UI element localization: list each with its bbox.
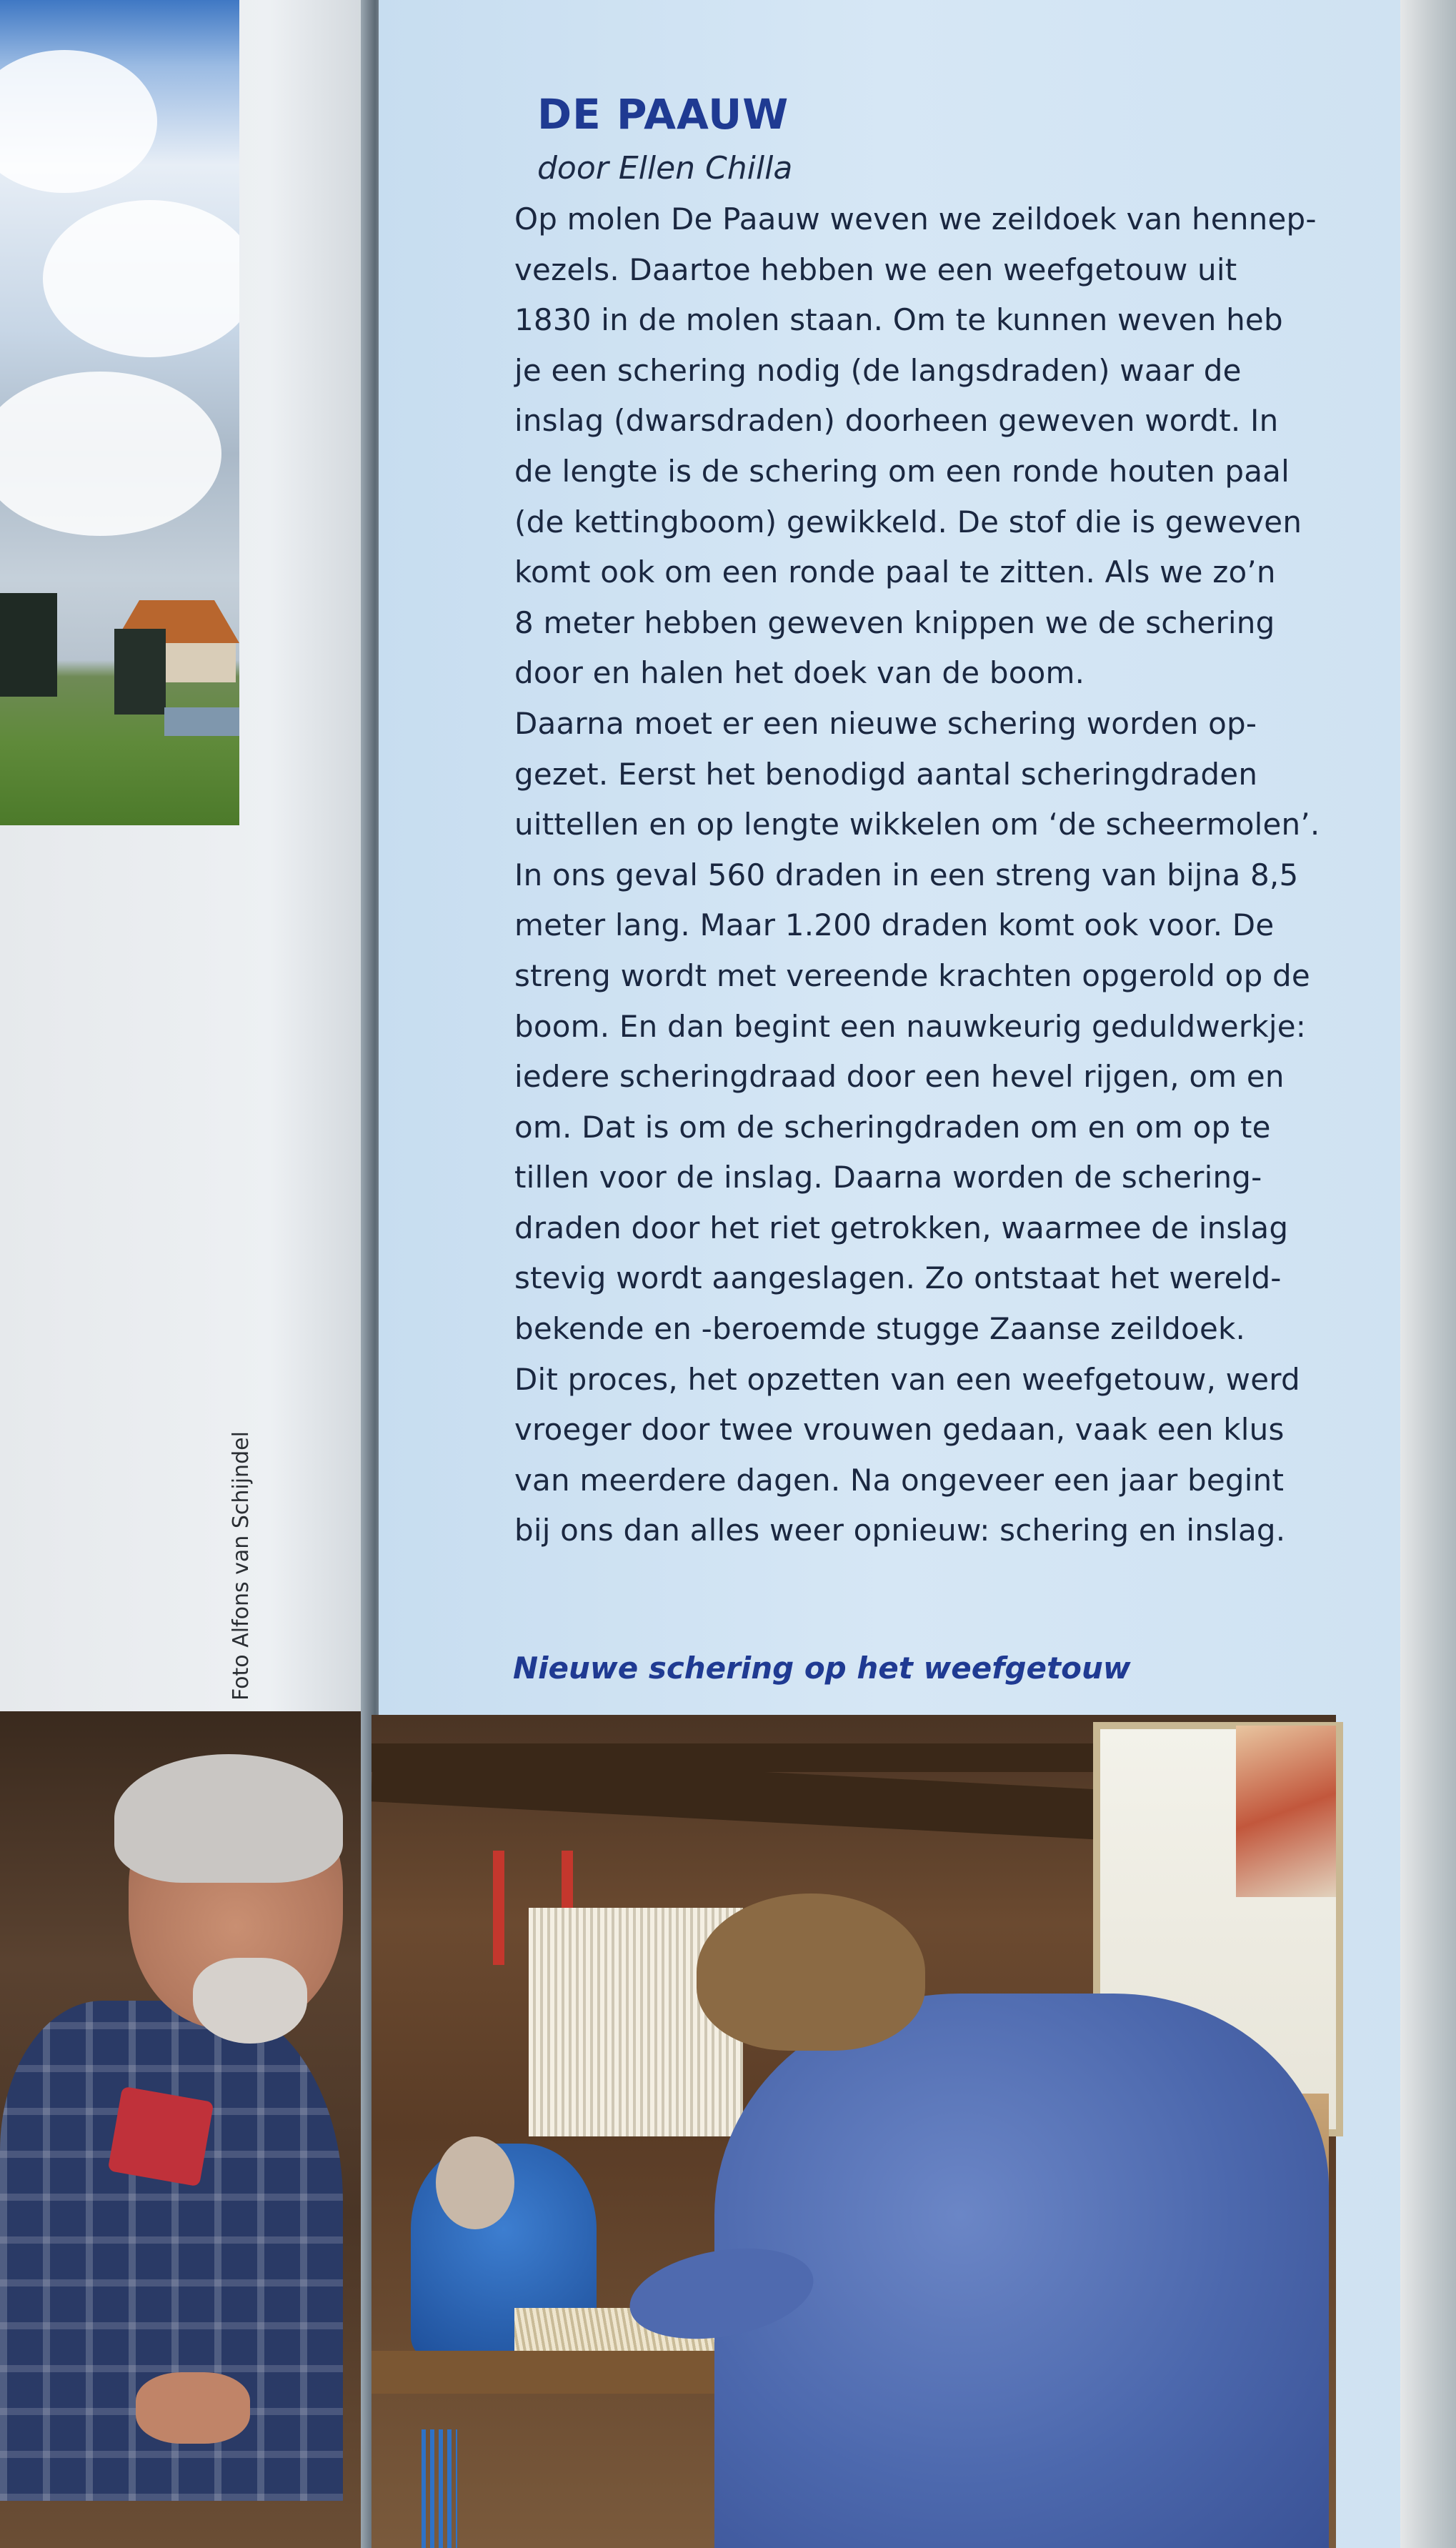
body-line: Daarna moet er een nieuwe schering worden op-	[514, 705, 1257, 741]
body-line: draden door het riet getrokken, waarmee de inslag	[514, 1210, 1289, 1245]
body-line: gezet. Eerst het benodigd aantal scheringdraden	[514, 756, 1258, 792]
next-page-edge	[1400, 0, 1456, 2548]
body-line: boom. En dan begint een nauwkeurig geduldwerkje:	[514, 1008, 1307, 1044]
body-line: bij ons dan alles weer opnieuw: schering en inslag.	[514, 1513, 1286, 1548]
body-line: streng wordt met vereende krachten opgerold op de	[514, 957, 1310, 993]
article-byline: door Ellen Chilla	[537, 150, 793, 186]
body-line: stevig wordt aangeslagen. Zo ontstaat het wereld-	[514, 1260, 1282, 1296]
article-title: DE PAAUW	[537, 90, 789, 139]
body-line: 1830 in de molen staan. Om te kunnen weven heb	[514, 302, 1283, 338]
photo-credit: Foto Alfons van Schijndel	[229, 1431, 254, 1701]
body-line: 8 meter hebben geweven knippen we de schering	[514, 604, 1275, 640]
body-line: bekende en -beroemde stugge Zaanse zeildoek.	[514, 1311, 1246, 1347]
body-line: uittellen en op lengte wikkelen om ‘de scheermolen’.	[514, 807, 1320, 842]
body-line: van meerdere dagen. Na ongeveer een jaar begint	[514, 1462, 1285, 1498]
body-line: In ons geval 560 draden in een streng van bijna 8,5	[514, 857, 1299, 892]
body-line: meter lang. Maar 1.200 draden komt ook voor. De	[514, 907, 1275, 943]
photo-caption: Nieuwe schering op het weefgetouw	[513, 1651, 1131, 1686]
body-line: tillen voor de inslag. Daarna worden de schering-	[514, 1160, 1262, 1195]
body-line: de lengte is de schering om een ronde houten paal	[514, 453, 1290, 489]
article	[514, 86, 1386, 1556]
body-line: Op molen De Paauw weven we zeildoek van hennep-	[514, 201, 1317, 237]
body-line: door en halen het doek van de boom.	[514, 655, 1085, 691]
body-line: inslag (dwarsdraden) doorheen geweven wordt. In	[514, 403, 1279, 439]
landscape-photo	[0, 0, 239, 825]
body-line: je een schering nodig (de langsdraden) waar de	[514, 352, 1242, 388]
body-line: (de kettingboom) gewikkeld. De stof die is geweven	[514, 504, 1302, 539]
body-line: om. Dat is om de scheringdraden om en om op te	[514, 1109, 1271, 1145]
body-line: vroeger door twee vrouwen gedaan, vaak een klus	[514, 1412, 1285, 1448]
body-line: komt ook om een ronde paal te zitten. Als we zo’n	[514, 554, 1276, 590]
body-line: iedere scheringdraad door een hevel rijgen, om en	[514, 1059, 1285, 1095]
body-line: Dit proces, het opzetten van een weefgetouw, werd	[514, 1361, 1300, 1397]
body-line: vezels. Daartoe hebben we een weefgetouw uit	[514, 252, 1237, 287]
article-body	[514, 194, 1386, 1556]
